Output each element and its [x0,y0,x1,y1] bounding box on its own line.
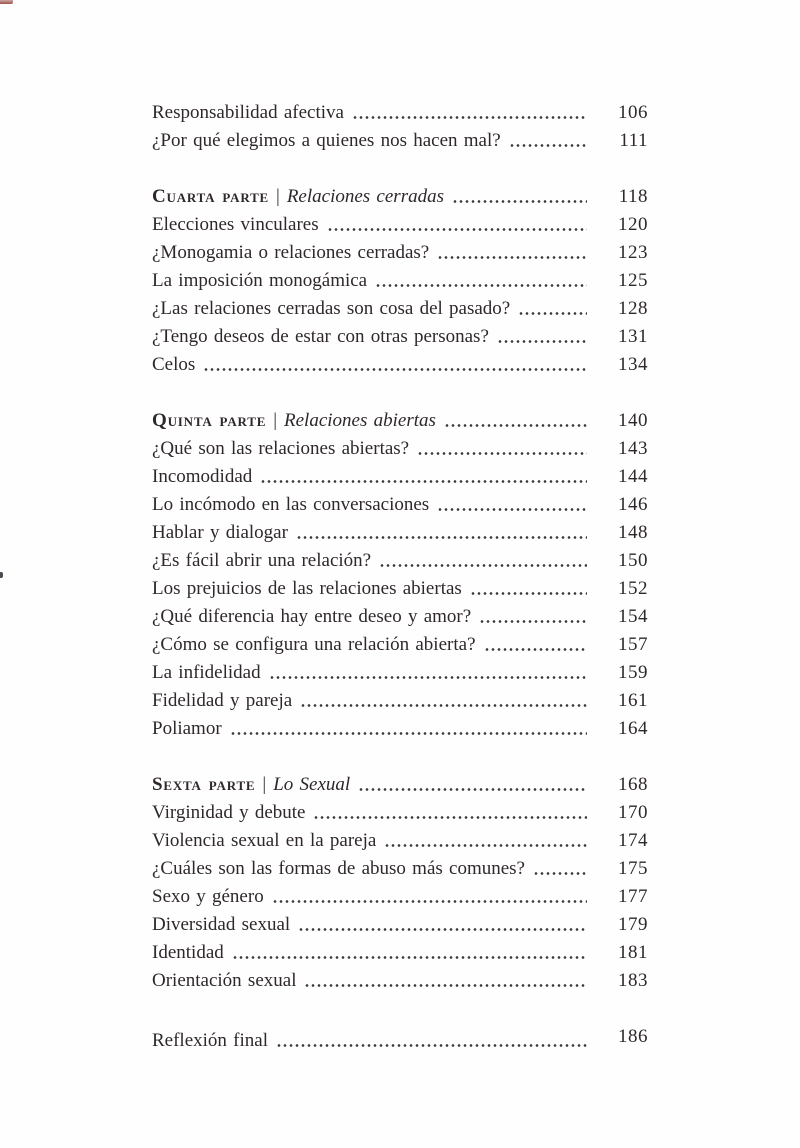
toc-entry-page: 157 [618,634,648,655]
toc-entry-title: Virginidad y debute [152,802,306,823]
toc-entry-page: 123 [618,242,648,263]
dot-leader [497,323,587,351]
toc-entry-page: 118 [618,186,648,207]
toc-entry [152,575,648,603]
toc-part-heading [152,183,648,211]
toc-entry-page: 183 [618,970,648,991]
toc-entry [152,659,648,687]
toc-entry-page: 186 [618,1026,648,1047]
dot-leader [272,883,587,911]
toc-entry [152,463,648,491]
dot-leader [300,687,587,715]
section-gap [152,743,648,771]
dot-leader [437,491,587,519]
section-gap [152,379,648,407]
dot-leader [417,435,587,463]
toc-entry-page: 140 [618,410,648,431]
dot-leader [298,911,587,939]
dot-leader [518,295,587,323]
toc-entry-page: 175 [618,858,648,879]
dot-leader [232,939,587,967]
toc-entry-page: 174 [618,830,648,851]
toc-entry [152,603,648,631]
toc-entry-title: ¿Monogamia o relaciones cerradas? [152,242,430,263]
toc-entry-page: 120 [618,214,648,235]
toc-entry-page: 170 [618,802,648,823]
toc-entry-title: Lo incómodo en las conversaciones [152,494,430,515]
toc-entry [152,127,648,155]
scan-edge-speck [0,572,3,578]
dot-leader [352,99,587,127]
dot-leader [304,967,587,995]
toc-part-heading [152,771,648,799]
toc-entry [152,267,648,295]
dot-leader [533,855,587,883]
dot-leader [358,771,587,799]
toc-entry-page: 134 [618,354,648,375]
dot-leader [384,827,587,855]
toc-entry-title: Celos [152,354,196,375]
toc-entry-page: 146 [618,494,648,515]
toc-entry [152,631,648,659]
toc-part-heading [152,407,648,435]
toc-entry-title: ¿Qué diferencia hay entre deseo y amor? [152,606,472,627]
toc-entry-title: ¿Cómo se configura una relación abierta? [152,634,476,655]
toc-entry [152,883,648,911]
part-title: Relaciones cerradas [286,186,444,207]
toc-entry [152,715,648,743]
toc-entry-title: Incomodidad [152,466,253,487]
toc-entry-page: 143 [618,438,648,459]
toc-entry [152,99,648,127]
toc-entry-page: 152 [618,578,648,599]
toc-entry [152,295,648,323]
toc-entry-page: 159 [618,662,648,683]
dot-leader [484,631,588,659]
toc-heading-label [152,407,436,435]
section-gap [152,995,648,1027]
toc-entry-page: 181 [618,942,648,963]
toc-entry [152,519,648,547]
toc-entry-title: ¿Qué son las relaciones abiertas? [152,438,410,459]
toc-entry-page: 148 [618,522,648,543]
toc-entry-title: Identidad [152,942,224,963]
toc-entry [152,491,648,519]
dot-leader [230,715,587,743]
toc-entry-title: Sexo y género [152,886,264,907]
section-gap [152,155,648,183]
toc-entry [152,827,648,855]
toc-entry-title: Reflexión final [152,1030,268,1051]
part-name: Sexta parte [152,774,256,795]
dot-leader [437,239,587,267]
toc-entry [152,547,648,575]
toc-heading-label [152,183,444,211]
toc-entry-page: 131 [618,326,648,347]
toc-entry-title: La imposición monogámica [152,270,368,291]
toc-entry [152,351,648,379]
toc-entry-page: 161 [618,690,648,711]
toc-entry-page: 150 [618,550,648,571]
toc-entry-page: 111 [619,130,648,151]
toc-entry [152,1027,648,1055]
toc-entry [152,939,648,967]
toc-list [152,99,648,1055]
toc-entry-title: La infidelidad [152,662,261,683]
dot-leader [269,659,587,687]
dot-leader [276,1027,587,1055]
scan-corner-mark [0,0,13,4]
dot-leader [452,183,587,211]
dot-leader [479,603,587,631]
dot-leader [203,351,587,379]
toc-entry [152,323,648,351]
toc-entry-title: Fidelidad y pareja [152,690,293,711]
toc-entry [152,799,648,827]
toc-entry-title: Los prejuicios de las relaciones abiertas [152,578,462,599]
toc-entry-title: Responsabilidad afectiva [152,102,344,123]
toc-entry-page: 128 [618,298,648,319]
toc-entry [152,911,648,939]
toc-entry-page: 144 [618,466,648,487]
dot-leader [327,211,587,239]
toc-entry-page: 177 [618,886,648,907]
toc-entry-page: 125 [618,270,648,291]
toc-entry-title: ¿Cuáles son las formas de abuso más comunes? [152,858,525,879]
toc-entry [152,435,648,463]
toc-entry [152,855,648,883]
part-separator: | [262,774,267,795]
toc-entry [152,211,648,239]
dot-leader [509,127,587,155]
toc-entry-title: Diversidad sexual [152,914,291,935]
dot-leader [444,407,587,435]
toc-heading-label [152,771,350,799]
toc-entry-title: Orientación sexual [152,970,297,991]
toc-entry-title: ¿Tengo deseos de estar con otras personas? [152,326,489,347]
toc-entry-title: ¿Es fácil abrir una relación? [152,550,372,571]
dot-leader [313,799,587,827]
toc-entry-title: Poliamor [152,718,222,739]
part-title: Lo Sexual [273,774,351,795]
part-name: Quinta parte [152,410,267,431]
toc-entry-title: ¿Las relaciones cerradas son cosa del pasado? [152,298,511,319]
dot-leader [379,547,587,575]
part-separator: | [273,410,278,431]
dot-leader [296,519,587,547]
toc-entry-title: Elecciones vinculares [152,214,319,235]
dot-leader [260,463,587,491]
toc-entry [152,687,648,715]
part-name: Cuarta parte [152,186,270,207]
dot-leader [470,575,587,603]
toc-entry [152,967,648,995]
toc-entry-page: 164 [618,718,648,739]
toc-entry-page: 154 [618,606,648,627]
toc-entry-page: 168 [618,774,648,795]
toc-entry-title: ¿Por qué elegimos a quienes nos hacen mal? [152,130,501,151]
toc-entry-title: Violencia sexual en la pareja [152,830,377,851]
toc-entry-page: 179 [618,914,648,935]
part-separator: | [276,186,280,207]
toc-entry-title: Hablar y dialogar [152,522,288,543]
part-title: Relaciones abiertas [284,410,436,431]
toc-entry [152,239,648,267]
toc-entry-page: 106 [618,102,648,123]
dot-leader [375,267,587,295]
